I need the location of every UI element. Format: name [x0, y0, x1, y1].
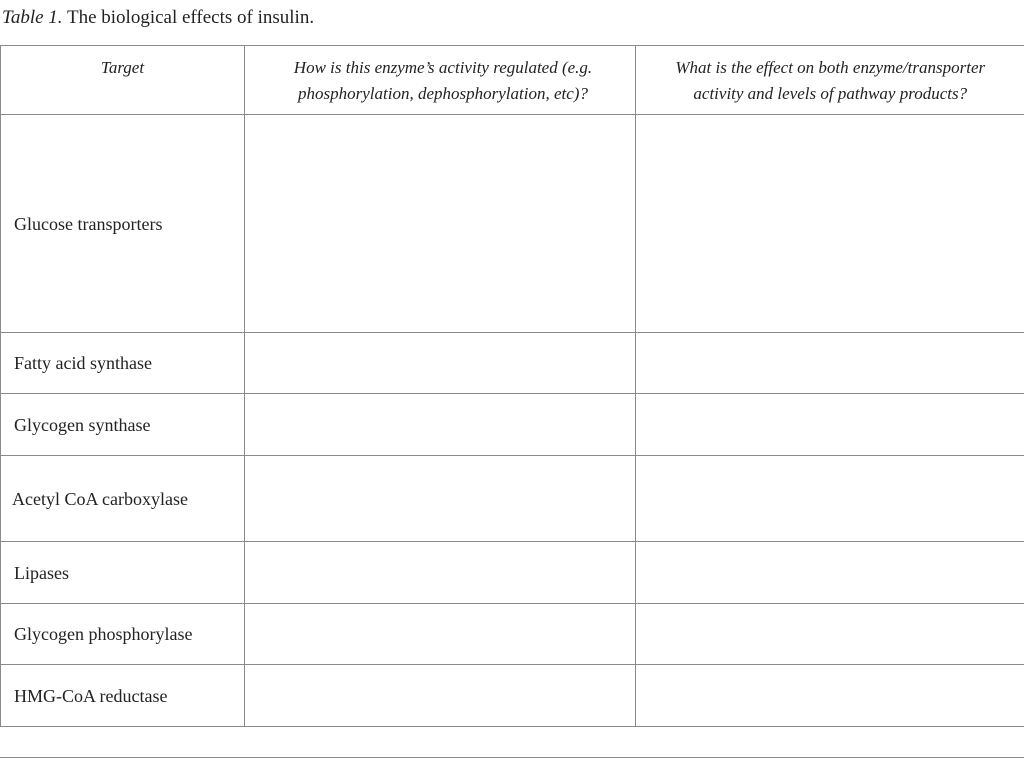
row-target-cell: Acetyl CoA carboxylase	[1, 456, 245, 542]
table-caption-label: Table 1.	[2, 7, 63, 28]
row-regulation-cell[interactable]	[245, 115, 636, 333]
table-caption	[2, 6, 314, 30]
table-row	[1, 604, 1024, 665]
row-target-cell: Glucose transporters	[1, 115, 245, 333]
row-target-cell: Glycogen phosphorylase	[1, 604, 245, 665]
row-regulation-cell[interactable]	[245, 456, 636, 542]
row-regulation-cell[interactable]	[245, 604, 636, 665]
row-regulation-cell[interactable]	[245, 542, 636, 604]
header-target: Target	[1, 46, 245, 115]
row-regulation-cell[interactable]	[245, 333, 636, 394]
header-effect: What is the effect on both enzyme/transporter activity and levels of pathway products?	[636, 46, 1024, 115]
row-target-cell: Glycogen synthase	[1, 394, 245, 456]
row-regulation-cell[interactable]	[245, 394, 636, 456]
bottom-divider	[0, 757, 1024, 758]
table-row	[1, 456, 1024, 542]
table-header-row	[1, 46, 1024, 115]
row-effect-cell[interactable]	[636, 604, 1024, 665]
row-effect-cell[interactable]	[636, 456, 1024, 542]
row-target-cell: HMG-CoA reductase	[1, 665, 245, 727]
table-row	[1, 394, 1024, 456]
insulin-effects-table	[0, 45, 1024, 727]
row-effect-cell[interactable]	[636, 115, 1024, 333]
table-caption-text: The biological effects of insulin.	[66, 7, 315, 28]
row-effect-cell[interactable]	[636, 542, 1024, 604]
row-effect-cell[interactable]	[636, 665, 1024, 727]
row-target-cell: Lipases	[1, 542, 245, 604]
table-row	[1, 333, 1024, 394]
header-regulation: How is this enzyme’s activity regulated (e.g. phosphorylation, dephosphorylation, etc)?	[245, 46, 636, 115]
row-regulation-cell[interactable]	[245, 665, 636, 727]
table-row	[1, 542, 1024, 604]
row-effect-cell[interactable]	[636, 394, 1024, 456]
row-effect-cell[interactable]	[636, 333, 1024, 394]
table-row	[1, 665, 1024, 727]
table-row	[1, 115, 1024, 333]
row-target-cell: Fatty acid synthase	[1, 333, 245, 394]
